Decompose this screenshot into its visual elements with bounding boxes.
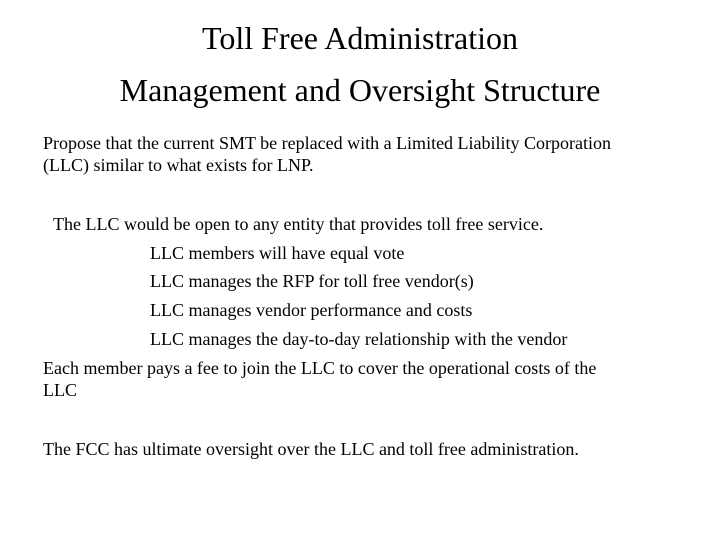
llc-point-vendor-performance: LLC manages vendor performance and costs: [150, 300, 473, 320]
fcc-oversight-statement: The FCC has ultimate oversight over the LLC and toll free administration.: [43, 439, 579, 459]
slide-title-line-1: Toll Free Administration: [202, 20, 518, 56]
proposal-line-2: (LLC) similar to what exists for LNP.: [43, 155, 314, 175]
llc-point-vendor-relationship: LLC manages the day-to-day relationship with the vendor: [150, 329, 568, 349]
membership-fee-line-1: Each member pays a fee to join the LLC to cover the operational costs of the: [43, 358, 597, 378]
llc-point-rfp: LLC manages the RFP for toll free vendor(s): [150, 271, 474, 291]
proposal-paragraph: [43, 132, 611, 176]
proposal-line-1: Propose that the current SMT be replaced with a Limited Liability Corporation: [43, 133, 612, 153]
membership-fee-line-2: LLC: [43, 380, 77, 400]
llc-open-statement: The LLC would be open to any entity that provides toll free service.: [53, 214, 544, 234]
llc-point-equal-vote: LLC members will have equal vote: [150, 243, 405, 263]
membership-fee-paragraph: [43, 357, 596, 401]
slide-title-line-2: Management and Oversight Structure: [119, 72, 601, 108]
